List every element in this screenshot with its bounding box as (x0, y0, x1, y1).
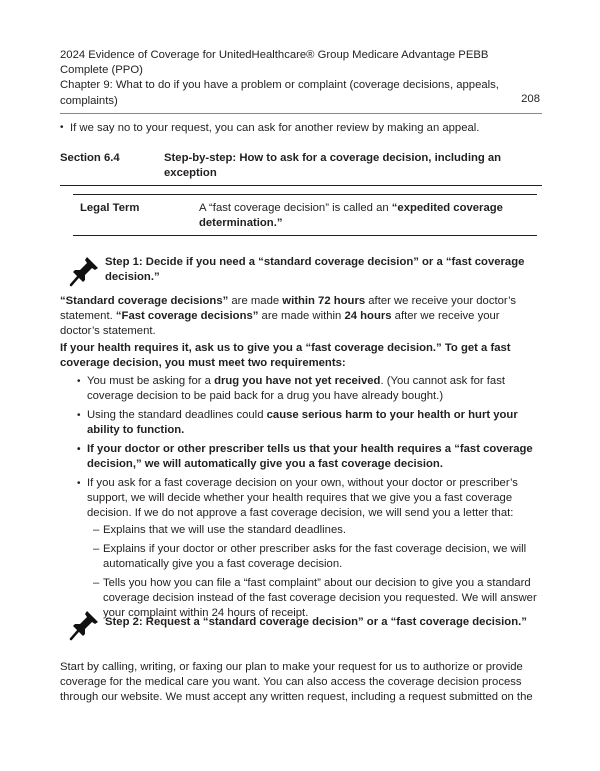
legal-term-text (199, 201, 519, 231)
legal-term-box (73, 194, 537, 236)
text-bold: “Standard coverage decisions” (60, 295, 229, 307)
header-divider (60, 113, 542, 114)
legal-term-bold: “expedited coverage determination.” (199, 202, 503, 229)
step-1-title: Step 1: Decide if you need a “standard coverage decision” or a “fast coverage decision.” (105, 256, 525, 283)
step-2-title: Step 2: Request a “standard coverage decision” or a “fast coverage decision.” (105, 616, 527, 628)
step-2-heading (60, 615, 542, 630)
intro-bullet: • If we say no to your request, you can ask for another review by making an appeal. (60, 122, 560, 134)
text-bold: drug you have not yet received (214, 375, 381, 387)
step-1-heading (60, 255, 542, 285)
page-number: 208 (521, 93, 540, 105)
text-bold: within 72 hours (282, 295, 366, 307)
letter-contents-list (93, 523, 542, 621)
list-item (77, 476, 542, 621)
text: Using the standard deadlines could (87, 409, 267, 421)
section-heading (60, 151, 542, 186)
section-title: Step-by-step: How to ask for a coverage decision, including an exception (164, 152, 502, 179)
sub-list-item: – Explains if your doctor or other prescriber asks for the fast coverage decision, we will automatically give you a fast coverage decision. (93, 542, 542, 572)
header-chapter-title: Chapter 9: What to do if you have a problem or complaint (coverage decisions, appeals, complaints) (60, 79, 499, 107)
section-number: Section 6.4 (60, 152, 120, 164)
text: . (You cannot ask for fast coverage decision to be paid back for a drug you have already bought.) (87, 375, 505, 402)
paragraph-requirements-intro: If your health requires it, ask us to give you a “fast coverage decision.” To get a fast coverage decision, you must meet two requirements: (60, 342, 511, 369)
pushpin-icon (68, 255, 100, 287)
list-item: • If your doctor or other prescriber tells us that your health requires a “fast coverage decision,” we will automatically give you a fast coverage decision. (77, 442, 542, 472)
text: You must be asking for a (87, 375, 215, 387)
sub-list-item: – Explains that we will use the standard deadlines. (93, 523, 542, 538)
paragraph-request: Start by calling, writing, or faxing our plan to make your request for us to authorize or provide coverage for the medical care you want. You can also access the coverage decision process through our website. We must accept any written request, including a request submitted on the (60, 661, 533, 703)
paragraph-deadlines (60, 294, 542, 339)
legal-term-label: Legal Term (80, 202, 140, 214)
list-item (77, 408, 542, 438)
text: after we receive your doctor’s statement. (60, 295, 517, 322)
text: If you ask for a fast coverage decision on your own, without your doctor or prescriber’s support, we will decide whether your health requires that we give you a fast coverage decision. If we do not approve a fast coverage decision, we will send you a letter that: (87, 477, 518, 519)
text: after we receive your doctor’s statement. (60, 310, 500, 337)
text: are made within (258, 310, 345, 322)
list-item (77, 374, 542, 404)
pushpin-icon (68, 609, 100, 641)
header-document-title: 2024 Evidence of Coverage for UnitedHealthcare® Group Medicare Advantage PEBB Complete (PPO) (60, 49, 489, 77)
text: are made (228, 295, 283, 307)
running-header (60, 48, 505, 109)
sub-list-item: – Tells you how you can file a “fast complaint” about our decision to give you a standard coverage decision instead of the fast coverage decision you requested. We will answer your complaint within 24 hours of receipt. (93, 576, 542, 621)
requirements-list (77, 374, 542, 625)
text-bold: 24 hours (344, 310, 392, 322)
text-bold: cause serious harm to your health or hurt your ability to function. (87, 409, 518, 436)
text-bold: “Fast coverage decisions” (115, 310, 259, 322)
legal-term-definition: A “fast coverage decision” is called an (199, 202, 392, 214)
